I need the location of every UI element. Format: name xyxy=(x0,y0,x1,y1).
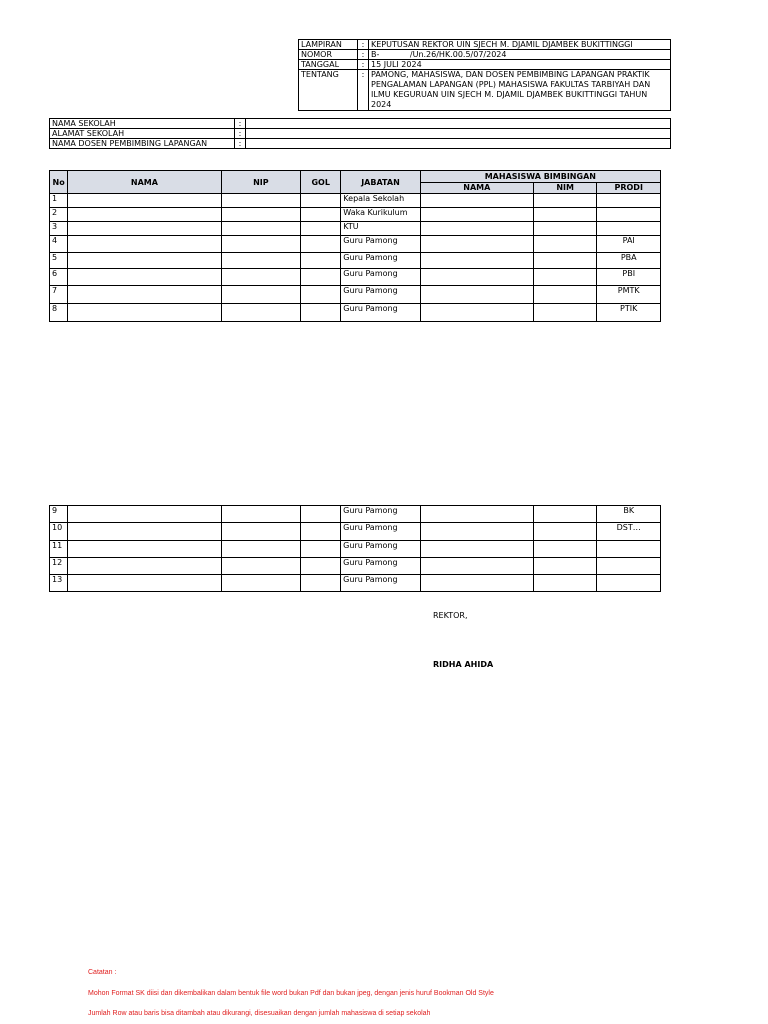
row-nim[interactable] xyxy=(533,523,597,541)
row-prodi: PTIK xyxy=(597,304,661,322)
row-no: 5 xyxy=(50,253,68,269)
header-nip: NIP xyxy=(221,171,300,194)
table-row xyxy=(50,541,661,558)
row-gol[interactable] xyxy=(300,558,340,575)
header-nim: NIM xyxy=(533,182,597,194)
table-row xyxy=(50,194,661,208)
info-label: TENTANG xyxy=(299,70,358,111)
row-jabatan: Guru Pamong xyxy=(341,558,420,575)
row-no: 1 xyxy=(50,194,68,208)
row-nama[interactable] xyxy=(68,194,221,208)
school-colon: : xyxy=(235,129,246,139)
row-nip[interactable] xyxy=(221,506,300,523)
row-nama[interactable] xyxy=(68,506,222,523)
row-gol[interactable] xyxy=(301,236,341,253)
row-gol[interactable] xyxy=(301,208,341,222)
info-row-lampiran xyxy=(299,40,671,50)
header-prodi: PRODI xyxy=(597,182,661,194)
row-gol[interactable] xyxy=(300,506,340,523)
school-label: NAMA DOSEN PEMBIMBING LAPANGAN xyxy=(50,139,235,149)
row-mahasiswa-nama[interactable] xyxy=(420,558,533,575)
row-no: 4 xyxy=(50,236,68,253)
assignment-table-continued xyxy=(49,505,661,592)
row-nama[interactable] xyxy=(68,541,222,558)
row-nip[interactable] xyxy=(221,558,300,575)
row-jabatan: Kepala Sekolah xyxy=(341,194,420,208)
school-colon: : xyxy=(235,119,246,129)
info-colon: : xyxy=(358,70,369,111)
info-value: PAMONG, MAHASISWA, DAN DOSEN PEMBIMBING LAPANGAN PRAKTIK PENGALAMAN LAPANGAN (PPL) MAHASISWA FAKULTAS TARBIYAH DAN ILMU KEGURUAN UIN SJECH M. DJAMIL DJAMBEK BUKITTINGGI TAHUN 2024 xyxy=(369,70,671,111)
row-gol[interactable] xyxy=(301,304,341,322)
row-nama[interactable] xyxy=(68,236,221,253)
row-nip[interactable] xyxy=(221,253,300,269)
note-heading: Catatan : xyxy=(88,969,117,976)
row-mahasiswa-nama[interactable] xyxy=(420,253,533,269)
row-nama[interactable] xyxy=(68,222,221,236)
signature-name: RIDHA AHIDA xyxy=(433,660,494,669)
row-nip[interactable] xyxy=(221,194,300,208)
table-row xyxy=(50,236,661,253)
row-nip[interactable] xyxy=(221,269,300,286)
row-nim[interactable] xyxy=(533,286,597,304)
row-nama[interactable] xyxy=(68,558,222,575)
row-prodi xyxy=(597,222,661,236)
row-nip[interactable] xyxy=(221,286,300,304)
row-nip[interactable] xyxy=(221,523,300,541)
row-no: 10 xyxy=(50,523,68,541)
row-prodi: PMTK xyxy=(597,286,661,304)
row-gol[interactable] xyxy=(301,222,341,236)
row-mahasiswa-nama[interactable] xyxy=(420,194,533,208)
row-nim[interactable] xyxy=(533,208,597,222)
table-row xyxy=(50,506,661,523)
row-jabatan: Guru Pamong xyxy=(341,286,420,304)
row-nip[interactable] xyxy=(221,541,300,558)
info-colon: : xyxy=(358,50,369,60)
row-nim[interactable] xyxy=(533,304,597,322)
info-value: 15 JULI 2024 xyxy=(369,60,671,70)
info-colon: : xyxy=(358,60,369,70)
row-gol[interactable] xyxy=(301,253,341,269)
table-row xyxy=(50,304,661,322)
table-row xyxy=(50,222,661,236)
header-gol: GOL xyxy=(301,171,341,194)
row-nama[interactable] xyxy=(68,304,221,322)
row-no: 3 xyxy=(50,222,68,236)
table-header-row xyxy=(50,171,661,183)
row-jabatan: Guru Pamong xyxy=(341,253,420,269)
info-colon: : xyxy=(358,40,369,50)
row-jabatan: Guru Pamong xyxy=(341,541,420,558)
header-nama: NAMA xyxy=(68,171,221,194)
table-row xyxy=(50,558,661,575)
row-mahasiswa-nama[interactable] xyxy=(420,269,533,286)
row-prodi: PBI xyxy=(597,269,661,286)
row-nip[interactable] xyxy=(221,304,300,322)
note-line-1: Mohon Format SK diisi dan dikembalikan dalam bentuk file word bukan Pdf dan bukan jpeg, dengan jenis huruf Bookman Old Style xyxy=(88,990,494,997)
row-mahasiswa-nama[interactable] xyxy=(420,286,533,304)
row-gol[interactable] xyxy=(300,541,340,558)
row-gol[interactable] xyxy=(300,575,340,592)
info-value: B- /Un.26/HK.00.5/07/2024 xyxy=(369,50,671,60)
row-nama[interactable] xyxy=(68,253,221,269)
table-row xyxy=(50,575,661,592)
row-mahasiswa-nama[interactable] xyxy=(420,222,533,236)
row-jabatan: Guru Pamong xyxy=(341,575,420,592)
assignment-table xyxy=(49,170,661,322)
row-prodi: PBA xyxy=(597,253,661,269)
row-no: 12 xyxy=(50,558,68,575)
school-value[interactable] xyxy=(246,139,671,149)
school-value[interactable] xyxy=(246,119,671,129)
row-mahasiswa-nama[interactable] xyxy=(420,523,533,541)
table-row xyxy=(50,269,661,286)
row-gol[interactable] xyxy=(301,194,341,208)
row-no: 6 xyxy=(50,269,68,286)
row-prodi: DST… xyxy=(597,523,661,541)
table-row xyxy=(50,286,661,304)
row-prodi xyxy=(597,575,661,592)
row-mahasiswa-nama[interactable] xyxy=(420,208,533,222)
info-row-tanggal xyxy=(299,60,671,70)
info-row-nomor xyxy=(299,50,671,60)
row-prodi: BK xyxy=(597,506,661,523)
header-mahasiswa-bimbingan: MAHASISWA BIMBINGAN xyxy=(420,171,660,183)
row-mahasiswa-nama[interactable] xyxy=(420,541,533,558)
signature-title: REKTOR, xyxy=(433,611,468,620)
info-label: LAMPIRAN xyxy=(299,40,358,50)
school-label: NAMA SEKOLAH xyxy=(50,119,235,129)
row-mahasiswa-nama[interactable] xyxy=(420,236,533,253)
info-value: KEPUTUSAN REKTOR UIN SJECH M. DJAMIL DJAMBEK BUKITTINGGI xyxy=(369,40,671,50)
row-gol[interactable] xyxy=(301,269,341,286)
row-prodi xyxy=(597,541,661,558)
school-row xyxy=(50,129,671,139)
row-no: 9 xyxy=(50,506,68,523)
row-prodi: PAI xyxy=(597,236,661,253)
row-no: 7 xyxy=(50,286,68,304)
row-jabatan: Guru Pamong xyxy=(341,304,420,322)
row-jabatan: Waka Kurikulum xyxy=(341,208,420,222)
table-row xyxy=(50,208,661,222)
row-jabatan: Guru Pamong xyxy=(341,506,420,523)
header-jabatan: JABATAN xyxy=(341,171,420,194)
row-nip[interactable] xyxy=(221,208,300,222)
row-prodi xyxy=(597,208,661,222)
row-nama[interactable] xyxy=(68,286,221,304)
school-colon: : xyxy=(235,139,246,149)
note-line-2: Jumlah Row atau baris bisa ditambah atau dikurangi, disesuaikan dengan jumlah mahasiswa di setiap sekolah xyxy=(88,1010,431,1017)
school-info-table xyxy=(49,118,671,149)
row-prodi xyxy=(597,194,661,208)
header-no: No xyxy=(50,171,68,194)
info-label: NOMOR xyxy=(299,50,358,60)
row-nim[interactable] xyxy=(533,506,597,523)
row-no: 11 xyxy=(50,541,68,558)
row-gol[interactable] xyxy=(300,523,340,541)
row-nama[interactable] xyxy=(68,269,221,286)
decree-info-table xyxy=(298,39,671,111)
row-no: 2 xyxy=(50,208,68,222)
row-nama[interactable] xyxy=(68,208,221,222)
row-nim[interactable] xyxy=(533,253,597,269)
row-jabatan: Guru Pamong xyxy=(341,236,420,253)
school-label: ALAMAT SEKOLAH xyxy=(50,129,235,139)
row-nim[interactable] xyxy=(533,575,597,592)
info-label: TANGGAL xyxy=(299,60,358,70)
row-jabatan: KTU xyxy=(341,222,420,236)
row-nim[interactable] xyxy=(533,558,597,575)
row-nip[interactable] xyxy=(221,575,300,592)
table-row xyxy=(50,253,661,269)
row-mahasiswa-nama[interactable] xyxy=(420,575,533,592)
row-prodi xyxy=(597,558,661,575)
header-mahasiswa-nama: NAMA xyxy=(420,182,533,194)
row-nim[interactable] xyxy=(533,236,597,253)
row-nim[interactable] xyxy=(533,194,597,208)
row-nip[interactable] xyxy=(221,236,300,253)
row-no: 13 xyxy=(50,575,68,592)
row-nim[interactable] xyxy=(533,541,597,558)
row-nip[interactable] xyxy=(221,222,300,236)
row-nim[interactable] xyxy=(533,269,597,286)
row-no: 8 xyxy=(50,304,68,322)
row-nim[interactable] xyxy=(533,222,597,236)
school-value[interactable] xyxy=(246,129,671,139)
table-row xyxy=(50,523,661,541)
row-nama[interactable] xyxy=(68,575,222,592)
row-jabatan: Guru Pamong xyxy=(341,523,420,541)
row-nama[interactable] xyxy=(68,523,222,541)
school-row xyxy=(50,119,671,129)
row-mahasiswa-nama[interactable] xyxy=(420,304,533,322)
row-gol[interactable] xyxy=(301,286,341,304)
row-mahasiswa-nama[interactable] xyxy=(420,506,533,523)
school-row xyxy=(50,139,671,149)
row-jabatan: Guru Pamong xyxy=(341,269,420,286)
info-row-tentang xyxy=(299,70,671,111)
